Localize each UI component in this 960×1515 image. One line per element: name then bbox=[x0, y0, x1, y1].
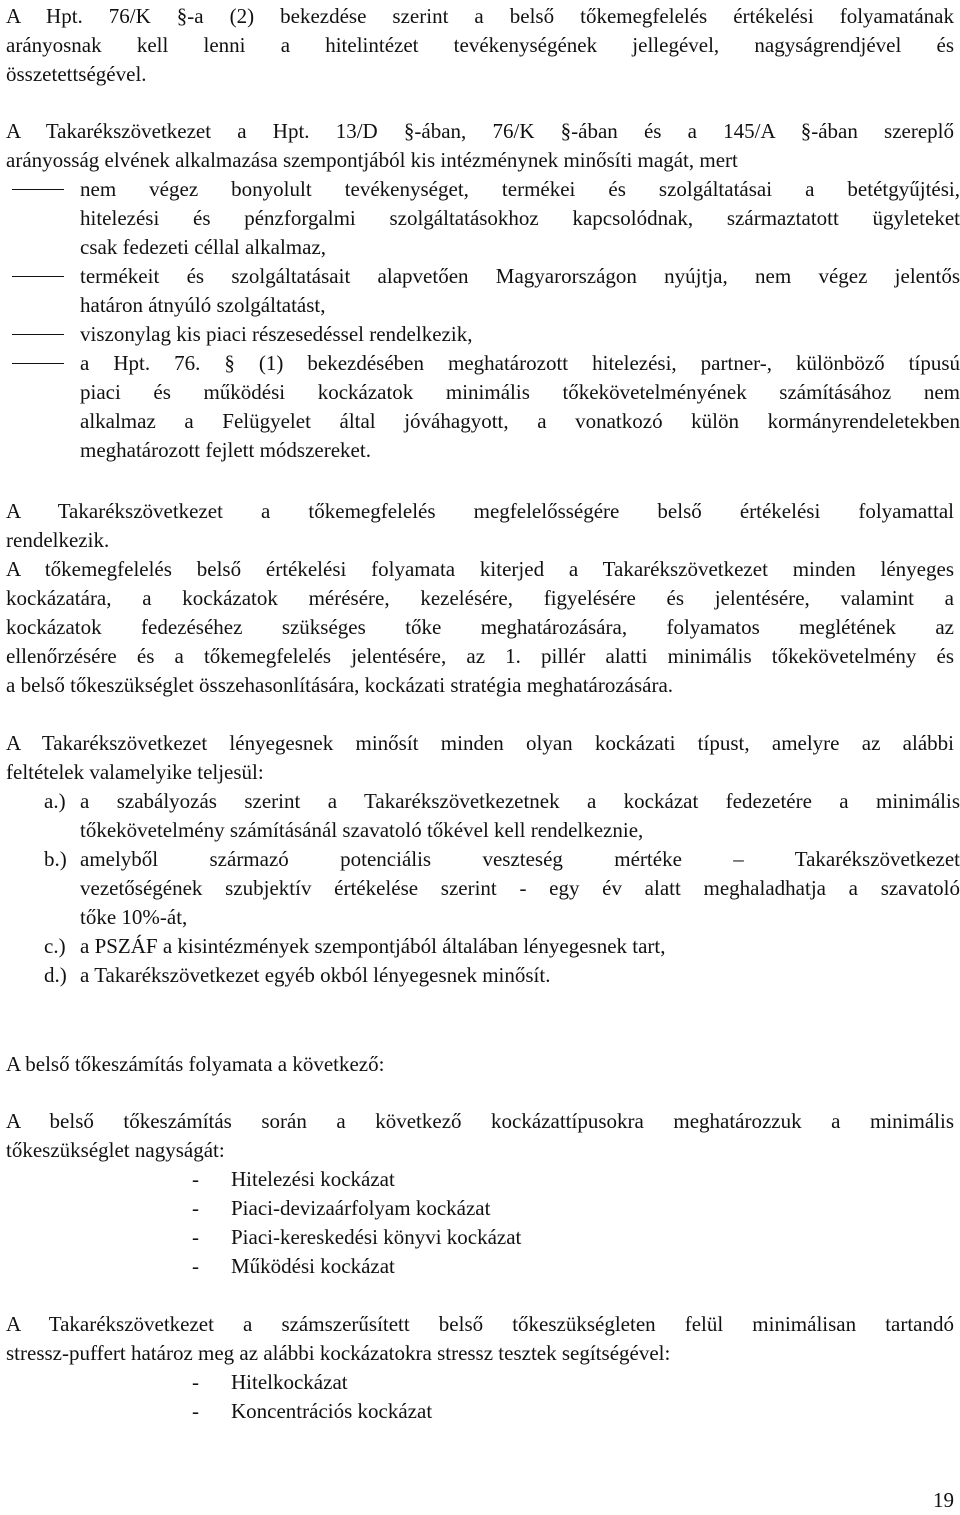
hyphen-bullet: - bbox=[192, 1225, 199, 1249]
text-line: A Takarékszövetkezet a tőkemegfelelés megfelelősségére belső értékelési folyamattal bbox=[6, 499, 954, 523]
text-line: alkalmaz a Felügyelet által jóváhagyott, a vonatkozó külön kormányrendeletekben bbox=[80, 409, 960, 433]
text-line: A belső tőkeszámítás során a következő kockázattípusokra meghatározzuk a minimális bbox=[6, 1109, 954, 1133]
dash-bullet bbox=[12, 334, 64, 335]
text-line: a PSZÁF a kisintézmények szempontjából általában lényegesnek tart, bbox=[80, 934, 666, 958]
text-line: ellenőrzésére és a tőkemegfelelés jelentésére, az 1. pillér alatti minimális tőkekövetelmény és bbox=[6, 644, 954, 668]
text-line: a belső tőkeszükséglet összehasonlítására, kockázati stratégia meghatározására. bbox=[6, 673, 674, 697]
text-line: összetettségével. bbox=[6, 62, 147, 86]
paragraph-process-scope bbox=[6, 555, 954, 700]
text-line: meghatározott fejlett módszereket. bbox=[80, 438, 371, 462]
text-line: hitelezési és pénzforgalmi szolgáltatásokhoz kapcsolódnak, származtatott ügyleteket bbox=[80, 206, 960, 230]
risk-name: Koncentrációs kockázat bbox=[231, 1399, 433, 1423]
risk-name: Hitelezési kockázat bbox=[231, 1167, 395, 1191]
text-line: viszonylag kis piaci részesedéssel rendelkezik, bbox=[80, 322, 473, 346]
text-line: A Takarékszövetkezet a Hpt. 13/D §-ában, 76/K §-ában és a 145/A §-ában szereplő bbox=[6, 119, 954, 143]
item-text bbox=[80, 932, 960, 961]
paragraph-capital-calc bbox=[6, 1107, 954, 1165]
text-line: nem végez bonyolult tevékenységet, termékei és szolgáltatásai a betétgyűjtési, bbox=[80, 177, 960, 201]
item-text bbox=[80, 961, 960, 990]
risk-name: Piaci-kereskedési könyvi kockázat bbox=[231, 1225, 522, 1249]
text-line: a Hpt. 76. § (1) bekezdésében meghatározott hitelezési, partner-, különböző típusú bbox=[80, 351, 960, 375]
item-label: c.) bbox=[44, 934, 66, 958]
text-line: kockázatára, a kockázatok mérésére, kezelésére, figyelésére és jelentésére, valamint a bbox=[6, 586, 954, 610]
text-line: csak fedezeti céllal alkalmaz, bbox=[80, 235, 327, 259]
hyphen-bullet: - bbox=[192, 1167, 199, 1191]
text-line: a Takarékszövetkezet egyéb okból lényegesnek minősít. bbox=[80, 963, 551, 987]
text-line: vezetőségének szubjektív értékelése szerint - egy év alatt meghaladhatja a szavatoló bbox=[80, 876, 960, 900]
item-text bbox=[80, 787, 960, 845]
paragraph-internal-assessment bbox=[6, 497, 954, 555]
text-line: tőkekövetelmény számításánál szavatoló tőkével kell rendelkeznie, bbox=[80, 818, 644, 842]
page-number: 19 bbox=[933, 1488, 954, 1512]
text-line: A belső tőkeszámítás folyamata a következő: bbox=[6, 1052, 385, 1076]
dash-item-text bbox=[80, 262, 960, 320]
text-line: A Takarékszövetkezet a számszerűsített belső tőkeszükségleten felül minimálisan tartandó bbox=[6, 1312, 954, 1336]
text-line: a szabályozás szerint a Takarékszövetkezetnek a kockázat fedezetére a minimális bbox=[80, 789, 960, 813]
risk-name: Működési kockázat bbox=[231, 1254, 395, 1278]
text-line: piaci és működési kockázatok minimális tőkekövetelményének számításához nem bbox=[80, 380, 960, 404]
item-label: d.) bbox=[44, 963, 67, 987]
paragraph-process-heading bbox=[6, 1050, 954, 1079]
text-line: arányosnak kell lenni a hitelintézet tevékenységének jellegével, nagyságrendjével és bbox=[6, 33, 954, 57]
text-line: tőkeszükséglet nagyságát: bbox=[6, 1138, 225, 1162]
text-line: rendelkezik. bbox=[6, 528, 110, 552]
item-label: b.) bbox=[44, 847, 67, 871]
paragraph-stress-buffer bbox=[6, 1310, 954, 1368]
item-label: a.) bbox=[44, 789, 66, 813]
text-line: feltételek valamelyike teljesül: bbox=[6, 760, 264, 784]
text-line: tőke 10%-át, bbox=[80, 905, 188, 929]
text-line: A Hpt. 76/K §-a (2) bekezdése szerint a belső tőkemegfelelés értékelési folyamatának bbox=[6, 4, 954, 28]
dash-bullet bbox=[12, 189, 64, 190]
risk-name: Piaci-devizaárfolyam kockázat bbox=[231, 1196, 491, 1220]
item-text bbox=[80, 845, 960, 932]
paragraph-hpt-76k bbox=[6, 2, 954, 89]
text-line: stressz-puffert határoz meg az alábbi kockázatokra stressz tesztek segítségével: bbox=[6, 1341, 671, 1365]
text-line: A Takarékszövetkezet lényegesnek minősít minden olyan kockázati típust, amelyre az alábbi bbox=[6, 731, 954, 755]
dash-bullet bbox=[12, 276, 64, 277]
paragraph-small-institution bbox=[6, 117, 954, 175]
hyphen-bullet: - bbox=[192, 1254, 199, 1278]
dash-bullet bbox=[12, 363, 64, 364]
text-line: amelyből származó potenciális veszteség mértéke – Takarékszövetkezet bbox=[80, 847, 960, 871]
paragraph-material-risk bbox=[6, 729, 954, 787]
text-line: A tőkemegfelelés belső értékelési folyamata kiterjed a Takarékszövetkezet minden lényeges bbox=[6, 557, 954, 581]
risk-name: Hitelkockázat bbox=[231, 1370, 348, 1394]
text-line: arányosság elvének alkalmazása szempontjából kis intézménynek minősíti magát, mert bbox=[6, 148, 738, 172]
text-line: határon átnyúló szolgáltatást, bbox=[80, 293, 326, 317]
hyphen-bullet: - bbox=[192, 1399, 199, 1423]
text-line: termékeit és szolgáltatásait alapvetően Magyarországon nyújtja, nem végez jelentős bbox=[80, 264, 960, 288]
hyphen-bullet: - bbox=[192, 1370, 199, 1394]
dash-item-text bbox=[80, 349, 960, 465]
hyphen-bullet: - bbox=[192, 1196, 199, 1220]
text-line: kockázatok fedezéséhez szükséges tőke meghatározására, folyamatos meglétének az bbox=[6, 615, 954, 639]
dash-item-text bbox=[80, 175, 960, 262]
dash-item-text bbox=[80, 320, 960, 349]
